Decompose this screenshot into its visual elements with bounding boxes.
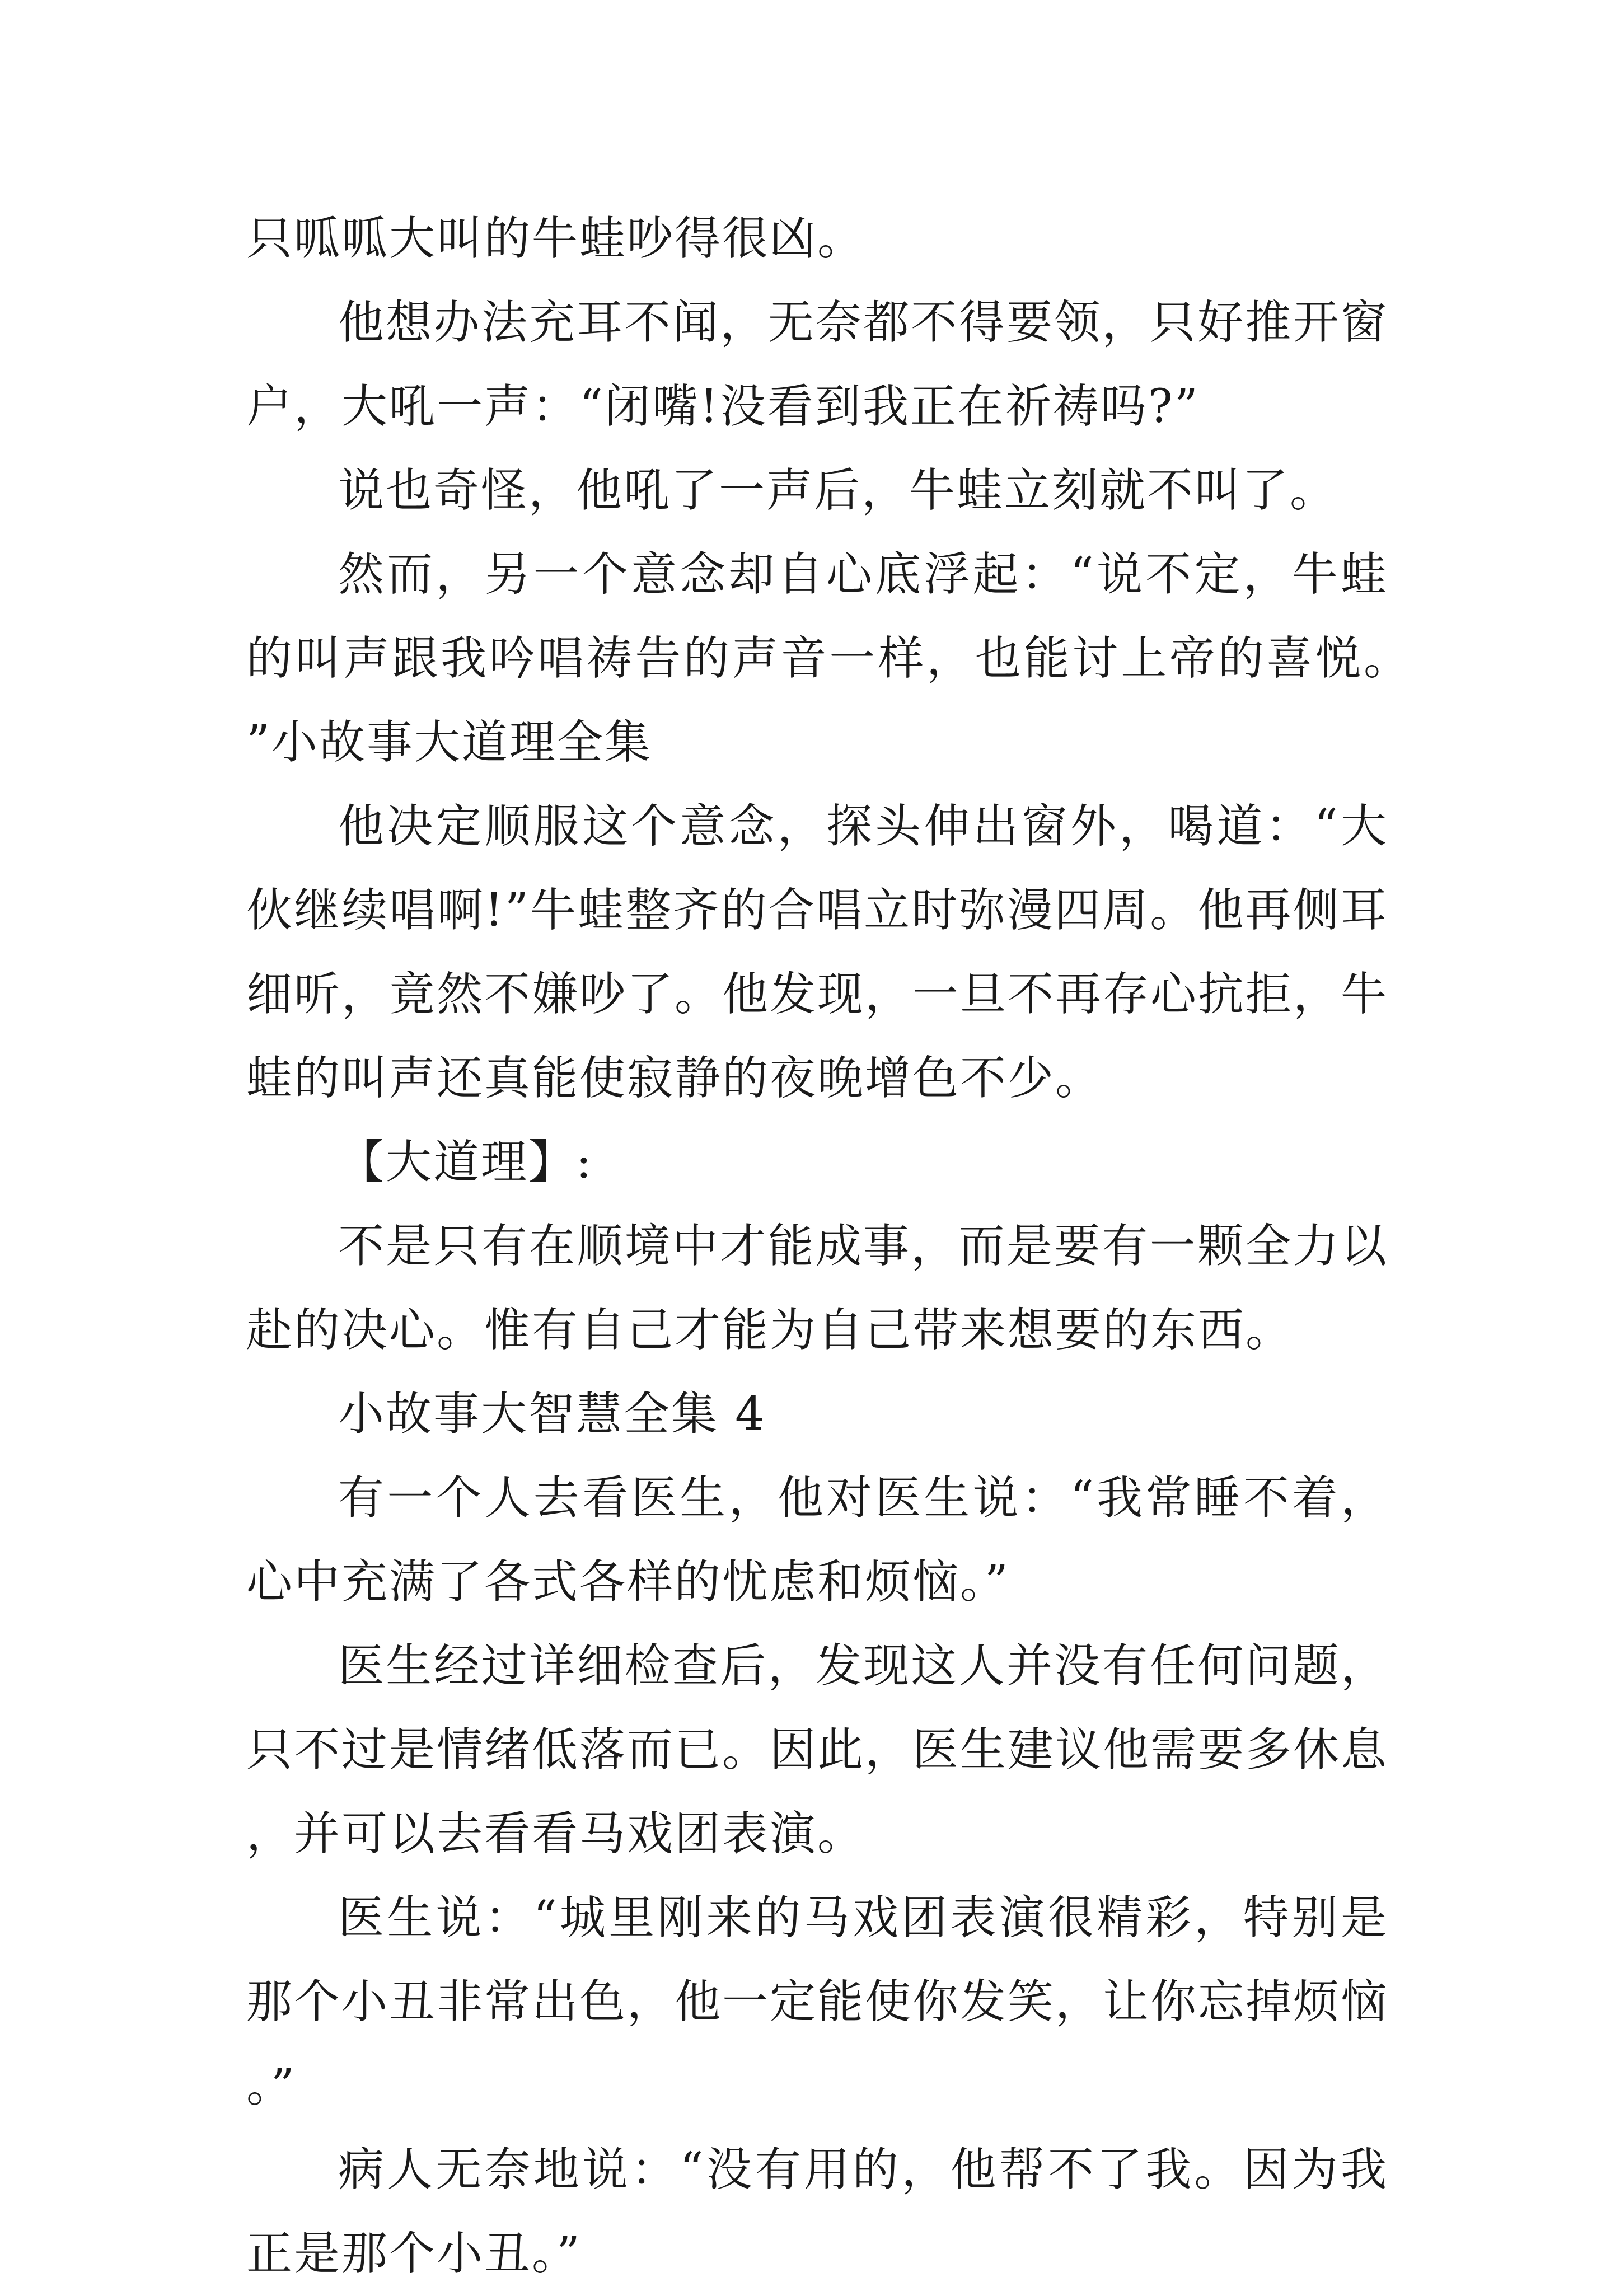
document-body [246,197,1388,2296]
paragraph: 病人无奈地说：“没有用的，他帮不了我。因为我正是那个小丑。” [246,2143,1388,2280]
section-heading: 【大道理】: [338,1136,593,1189]
paragraph: 不是只有在顺境中才能成事，而是要有一颗全力以赴的决心。惟有自己才能为自己带来想要的东西。 [246,1220,1388,1357]
paragraph: 只呱呱大叫的牛蛙吵得很凶。 [246,212,865,265]
paragraph: 有一个人去看医生，他对医生说：“我常睡不着，心中充满了各式各样的忧虑和烦恼。” [246,1472,1388,1609]
paragraph: 医生说：“城里刚来的马戏团表演很精彩，特别是那个小丑非常出色，他一定能使你发笑，让你忘掉烦恼。” [246,1891,1389,2112]
paragraph: 说也奇怪，他吼了一声后，牛蛙立刻就不叫了。 [338,464,1338,517]
paragraph: 他想办法充耳不闻，无奈都不得要领，只好推开窗户，大吼一声：“闭嘴!没看到我正在祈祷吗?” [246,296,1388,433]
section-title: 小故事大智慧全集 4 [338,1388,766,1441]
paragraph: 他决定顺服这个意念，探头伸出窗外，喝道：“大伙继续唱啊!”牛蛙整齐的合唱立时弥漫四周。他再侧耳细听，竟然不嫌吵了。他发现，一旦不再存心抗拒，牛蛙的叫声还真能使寂静的夜晚增色不少。 [246,800,1389,1105]
paragraph: 医生经过详细检查后，发现这人并没有任何问题，只不过是情绪低落而已。因此，医生建议他需要多休息，并可以去看看马戏团表演。 [246,1639,1389,1861]
paragraph: 然而，另一个意念却自心底浮起：“说不定，牛蛙的叫声跟我吟唱祷告的声音一样，也能讨上帝的喜悦。”小故事大道理全集 [246,548,1388,769]
